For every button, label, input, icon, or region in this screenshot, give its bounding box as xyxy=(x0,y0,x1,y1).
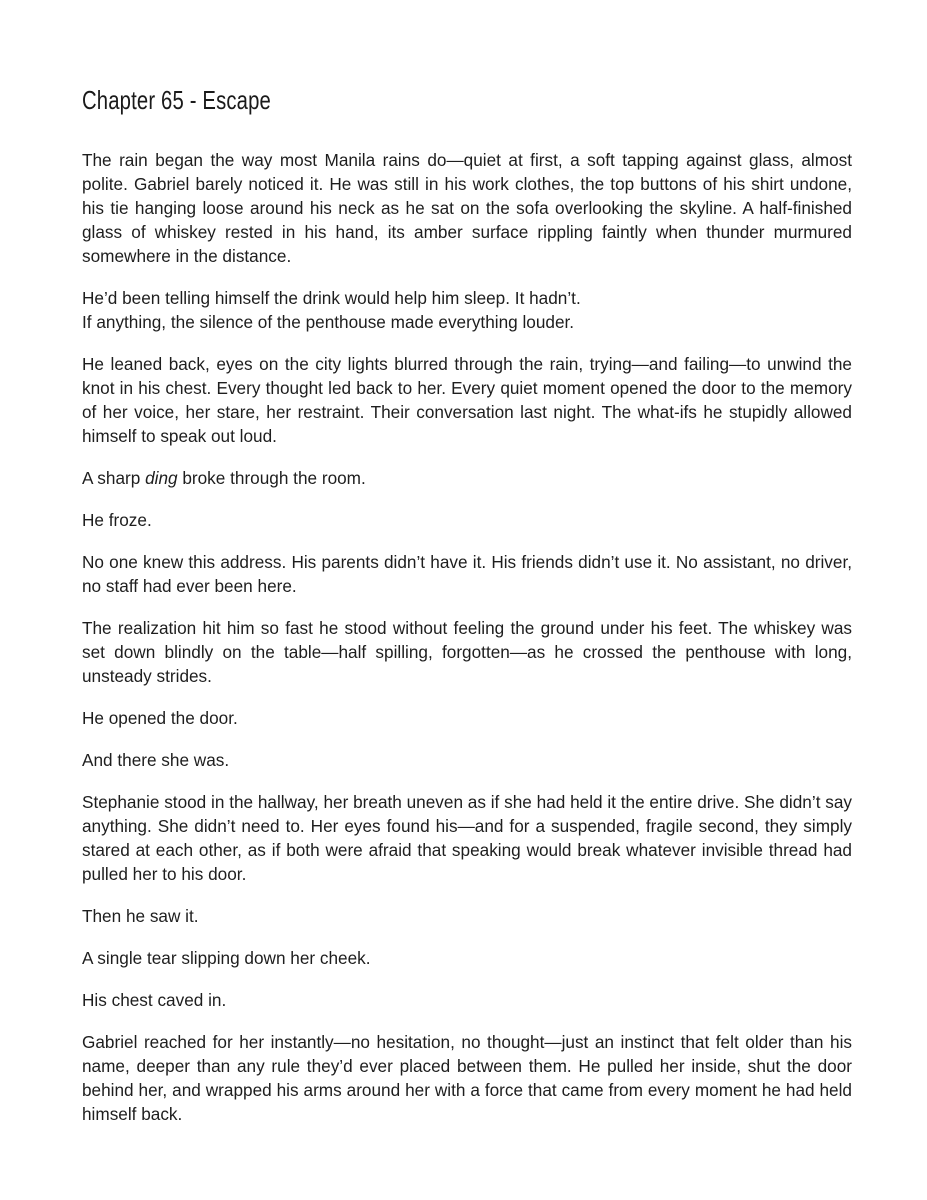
paragraph-4 xyxy=(82,466,852,490)
paragraph-4-before: A sharp xyxy=(82,468,146,488)
paragraph-1: The rain began the way most Manila rains do—quiet at first, a soft tapping against glass, almost polite. Gabriel barely noticed it. He was still in his work clothes, the top buttons of his shirt undone, his tie hanging loose around his neck as he sat on the sofa overlooking the skyline. A half-finished glass of whiskey rested in his hand, its amber surface rippling faintly when thunder murmured somewhere in the distance. xyxy=(82,150,852,266)
paragraph-12: A single tear slipping down her cheek. xyxy=(82,948,371,968)
paragraph-2-line-2: If anything, the silence of the penthouse made everything louder. xyxy=(82,312,575,332)
paragraph-10: Stephanie stood in the hallway, her breath uneven as if she had held it the entire drive. She didn’t say anything. She didn’t need to. Her eyes found his—and for a suspended, fragile second, they simply stared at each other, as if both were afraid that speaking would break whatever invisible thread had pulled her to his door. xyxy=(82,792,852,884)
paragraph-3: He leaned back, eyes on the city lights blurred through the rain, trying—and failing—to unwind the knot in his chest. Every thought led back to her. Every quiet moment opened the door to the memory of her voice, her stare, her restraint. Their conversation last night. The what-ifs he stupidly allowed himself to speak out loud. xyxy=(82,354,852,446)
paragraph-7: The realization hit him so fast he stood without feeling the ground under his feet. The whiskey was set down blindly on the table—half spilling, forgotten—as he crossed the penthouse with long, unsteady strides. xyxy=(82,618,852,686)
paragraph-2 xyxy=(82,286,852,334)
paragraph-6: No one knew this address. His parents didn’t have it. His friends didn’t use it. No assistant, no driver, no staff had ever been here. xyxy=(82,552,852,596)
paragraph-9: And there she was. xyxy=(82,750,230,770)
document-page xyxy=(82,78,852,1144)
paragraph-8: He opened the door. xyxy=(82,708,238,728)
paragraph-4-italic: ding xyxy=(145,468,178,488)
chapter-title: Chapter 65 - Escape xyxy=(82,85,271,115)
paragraph-4-after: broke through the room. xyxy=(177,468,366,488)
paragraph-11: Then he saw it. xyxy=(82,906,199,926)
paragraph-5: He froze. xyxy=(82,510,152,530)
paragraph-14: Gabriel reached for her instantly—no hesitation, no thought—just an instinct that felt older than his name, deeper than any rule they’d ever placed between them. He pulled her inside, shut the door behind her, and wrapped his arms around her with a force that came from every moment he had held himself back. xyxy=(82,1032,852,1124)
paragraph-13: His chest caved in. xyxy=(82,990,227,1010)
paragraph-2-line-1: He’d been telling himself the drink would help him sleep. It hadn’t. xyxy=(82,288,581,308)
